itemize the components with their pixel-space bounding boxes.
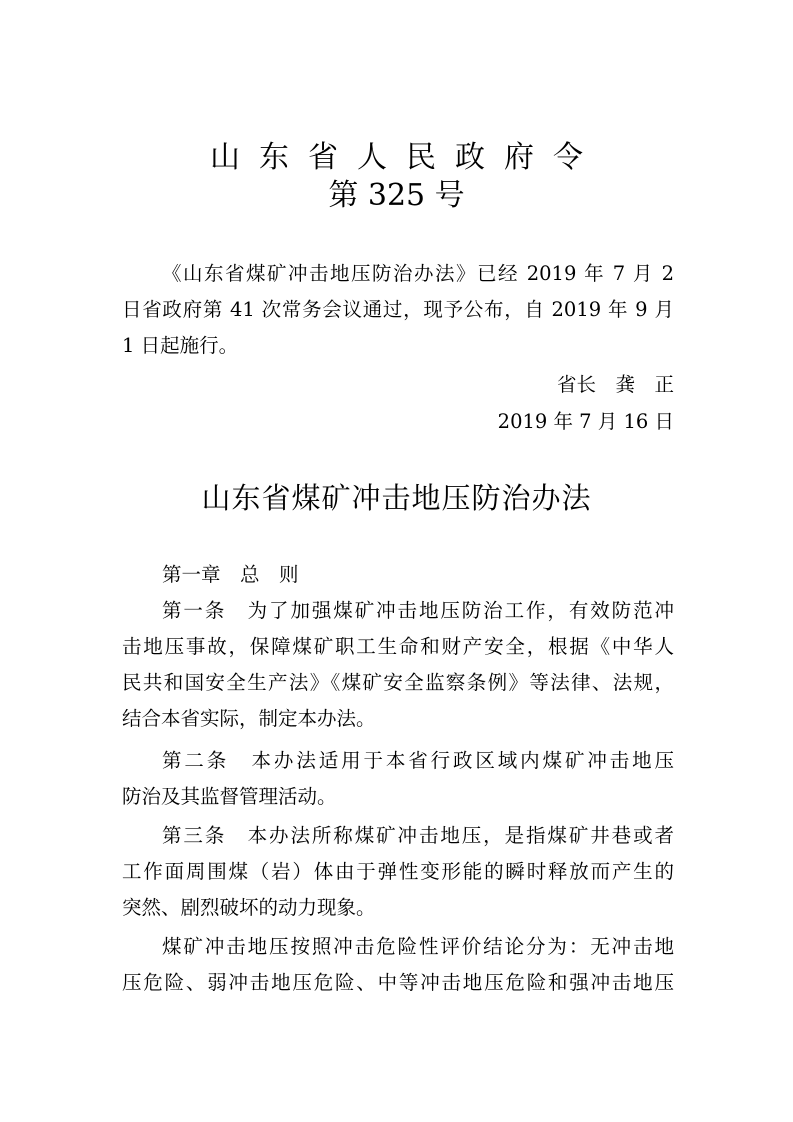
promulgation-date: 2019 年 7 月 16 日 [497,410,674,433]
chapter-heading: 第一章 总 则 [162,563,299,586]
signer: 省长 龚 正 [556,373,674,396]
article-3-line-2: 工作面周围煤（岩）体由于弹性变形能的瞬时释放而产生的 [122,860,674,883]
order-title: 山东省人民政府令 [210,140,602,175]
order-number: 第 325 号 [328,178,465,213]
article-1-line-3: 民共和国安全生产法》《煤矿安全监察条例》等法律、法规， [122,671,674,694]
promulgation-line-3: 1 日起施行。 [122,334,239,357]
article-1-line-4: 结合本省实际，制定本办法。 [122,707,376,730]
article-3-para-2-line-2: 压危险、弱冲击地压危险、中等冲击地压危险和强冲击地压 [122,971,674,994]
article-1-line-1: 第一条 为了加强煤矿冲击地压防治工作，有效防范冲 [162,599,674,622]
article-2-line-1: 第二条 本办法适用于本省行政区域内煤矿冲击地压 [162,749,674,772]
promulgation-line-1: 《山东省煤矿冲击地压防治办法》已经 2019 年 7 月 2 [162,262,674,285]
article-2-line-2: 防治及其监督管理活动。 [122,785,337,808]
article-3-para-2-line-1: 煤矿冲击地压按照冲击危险性评价结论分为：无冲击地 [162,935,674,958]
promulgation-line-2: 日省政府第 41 次常务会议通过，现予公布，自 2019 年 9 月 [122,298,674,321]
article-3-line-3: 突然、剧烈破坏的动力现象。 [122,896,376,919]
law-title: 山东省煤矿冲击地压防治办法 [201,481,592,515]
article-3-line-1: 第三条 本办法所称煤矿冲击地压，是指煤矿井巷或者 [162,824,674,847]
article-1-line-2: 击地压事故，保障煤矿职工生命和财产安全，根据《中华人 [122,635,674,658]
